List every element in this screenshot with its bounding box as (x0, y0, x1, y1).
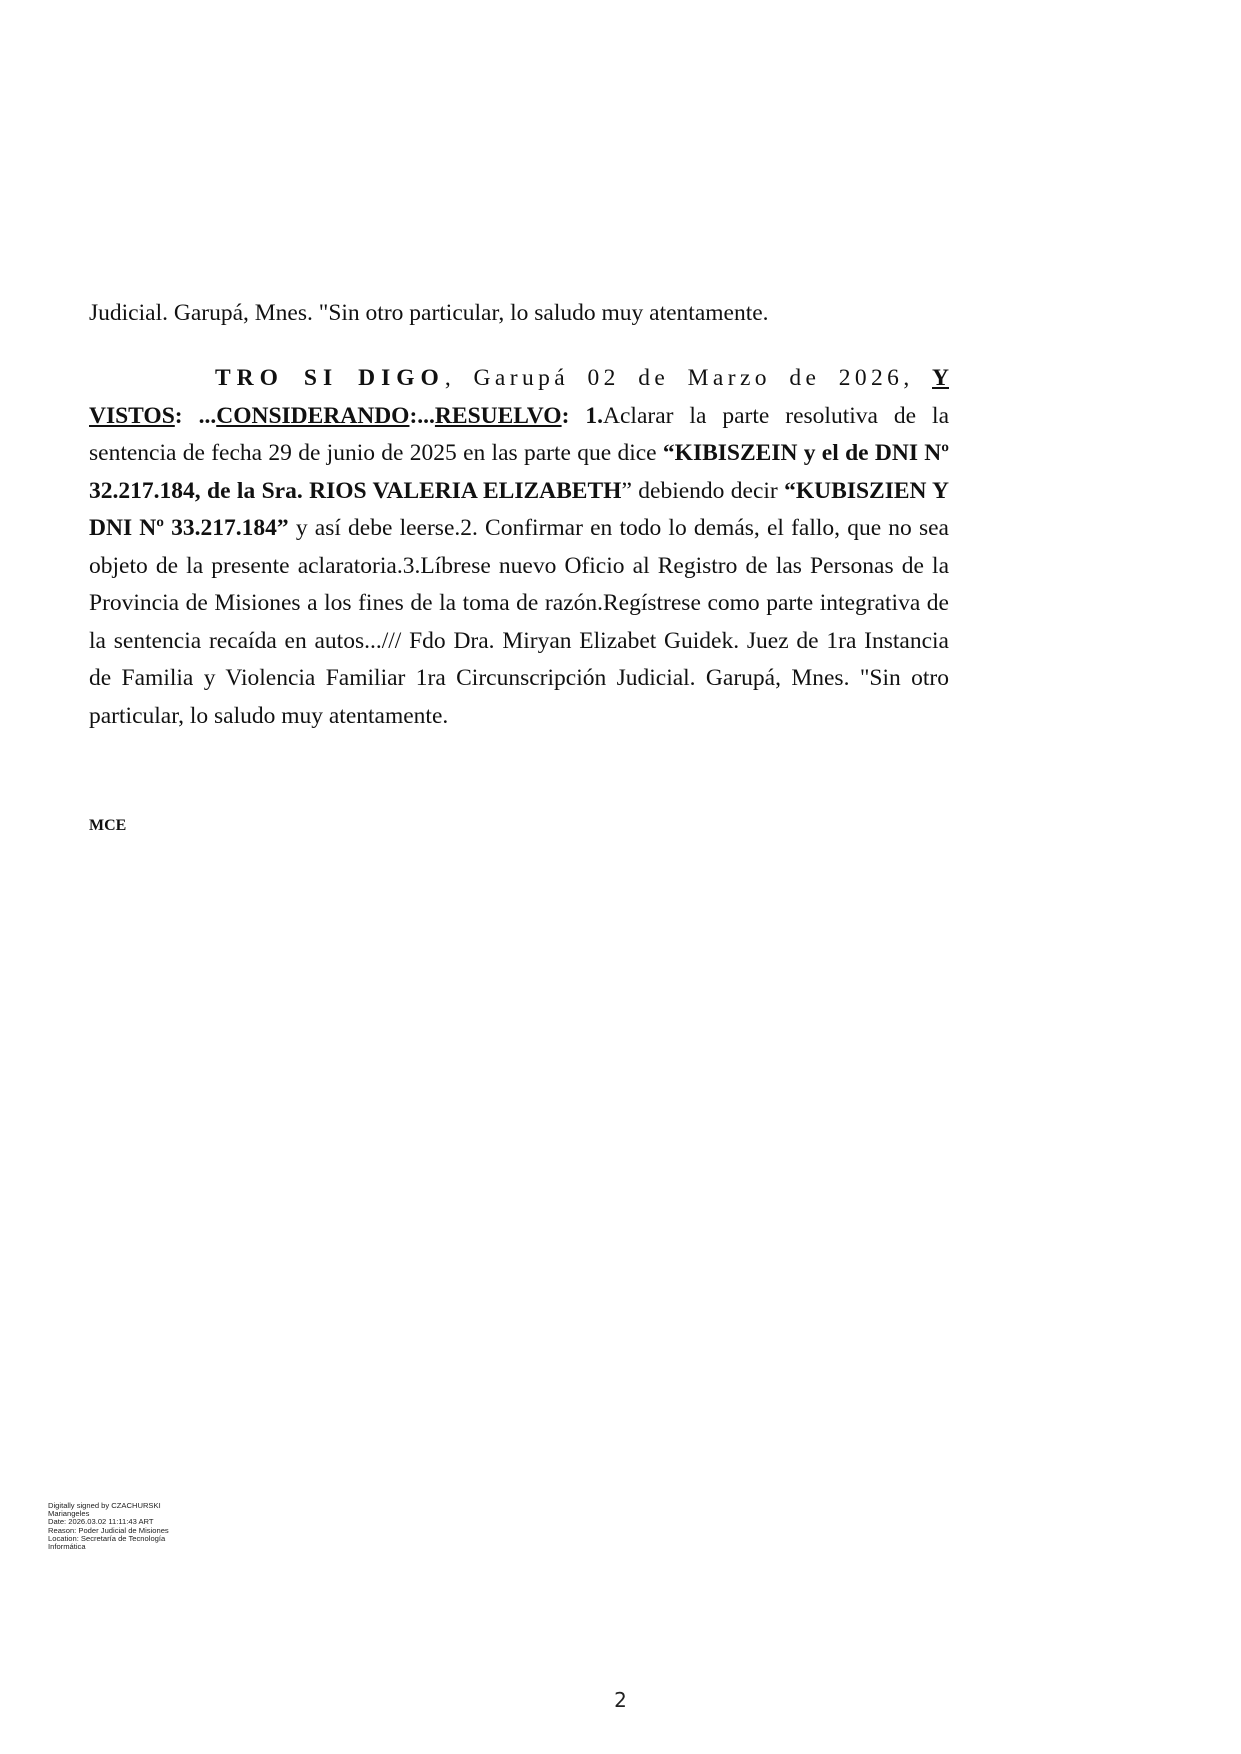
signature-line: Location: Secretaría de Tecnología (48, 1533, 166, 1543)
page-number: 2 (614, 1688, 627, 1712)
signature-line: Reason: Poder Judicial de Misiones (48, 1525, 169, 1535)
continuation-line: Judicial. Garupá, Mnes. "Sin otro particular, lo saludo muy atentamente. (89, 300, 769, 326)
paragraph-text-2: ” debiendo decir (621, 477, 785, 504)
colon-2: :... (409, 402, 435, 429)
colon-1: : ... (174, 402, 217, 429)
considerando-label: CONSIDERANDO (216, 402, 410, 429)
colon-3: : (561, 402, 586, 429)
quoted-name-1: “KIBISZEIN y el de DNI Nº 32.217.184, de la Sra. RIOS VALERIA ELIZABETH (89, 440, 949, 504)
paragraph-date: , Garupá 02 de Marzo de 2026, (444, 365, 933, 391)
signature-line: Mariangeles (48, 1509, 90, 1519)
digital-signature-block (48, 1502, 208, 1551)
otrosi-paragraph (89, 360, 949, 735)
signature-line: Digitally signed by CZACHURSKI (48, 1501, 161, 1510)
signature-line: Informática (48, 1542, 86, 1552)
paragraph-text-1: Aclarar la parte resolutiva de la sentencia de fecha 29 de junio de 2025 en las parte que dice (89, 402, 950, 466)
item-1-number: 1. (585, 402, 604, 429)
y-vistos-label: Y VISTOS (89, 365, 949, 429)
paragraph-text-3: y así debe leerse.2. Confirmar en todo lo demás, el fallo, que no sea objeto de la presente aclaratoria.3.Líbrese nuevo Oficio al Registro de las Personas de la Provincia de Misiones a los fines de la toma de razón.Regístrese como parte integrativa de la sentencia recaída en autos.../// Fdo Dra. Miryan Elizabet Guidek. Juez de 1ra Instancia de Familia y Violencia Familiar 1ra Circunscripción Judicial. Garupá, Mnes. "Sin otro particular, lo saludo muy atentamente. (89, 515, 949, 729)
paragraph-heading: TRO SI DIGO (215, 365, 445, 391)
signature-line: Date: 2026.03.02 11:11:43 ART (48, 1517, 154, 1527)
resuelvo-label: RESUELVO (434, 402, 562, 429)
author-initials: MCE (89, 817, 127, 834)
quoted-name-2: “KUBISZIEN Y DNI Nº 33.217.184” (89, 477, 950, 541)
